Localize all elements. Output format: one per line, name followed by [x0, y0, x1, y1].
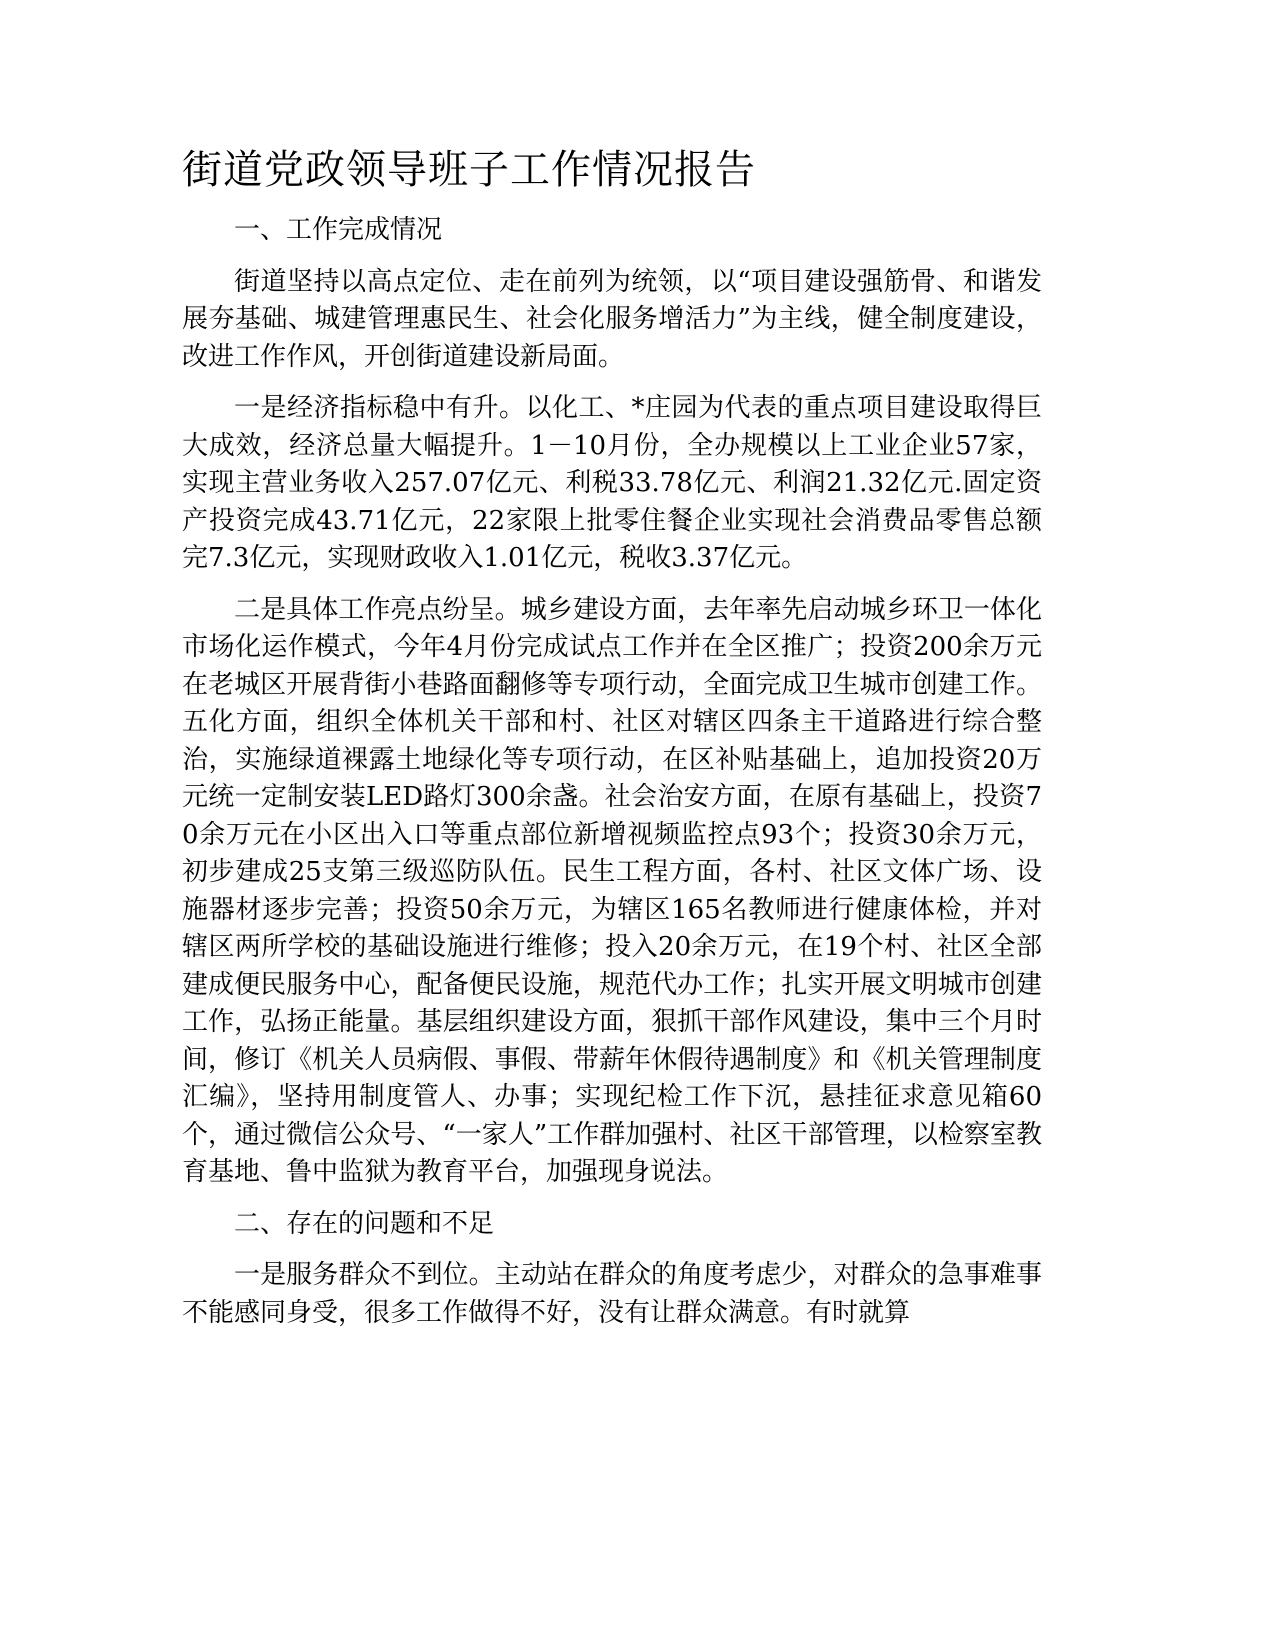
- document-body: [182, 212, 1042, 1346]
- paragraph-economic-indicators: 一是经济指标稳中有升。以化工、*庄园为代表的重点项目建设取得巨大成效，经济总量大幅提升。1－10月份，全办规模以上工业企业57家，实现主营业务收入257.07亿元、利税33.78亿元、利润21.32亿元.固定资产投资完成43.71亿元，22家限上批零住餐企业实现社会消费品零售总额完7.3亿元，实现财政收入1.01亿元，税收3.37亿元。: [182, 393, 1042, 573]
- section-heading-problems: 二、存在的问题和不足: [234, 1208, 495, 1239]
- paragraph-work-highlights: 二是具体工作亮点纷呈。城乡建设方面，去年率先启动城乡环卫一体化市场化运作模式，今年4月份完成试点工作并在全区推广；投资200余万元在老城区开展背街小巷路面翻修等专项行动，全面完成卫生城市创建工作。五化方面，组织全体机关干部和村、社区对辖区四条主干道路进行综合整治，实施绿道裸露土地绿化等专项行动，在区补贴基础上，追加投资20万元统一定制安装LED路灯300余盏。社会治安方面，在原有基础上，投资70余万元在小区出入口等重点部位新增视频监控点93个；投资30余万元，初步建成25支第三级巡防队伍。民生工程方面，各村、社区文体广场、设施器材逐步完善；投资50余万元，为辖区165名教师进行健康体检，并对辖区两所学校的基础设施进行维修；投入20余万元，在19个村、社区全部建成便民服务中心，配备便民设施，规范代办工作；扎实开展文明城市创建工作，弘扬正能量。基层组织建设方面，狠抓干部作风建设，集中三个月时间，修订《机关人员病假、事假、带薪年休假待遇制度》和《机关管理制度汇编》，坚持用制度管人、办事；实现纪检工作下沉，悬挂征求意见箱60个，通过微信公众号、“一家人”工作群加强村、社区干部管理，以检察室教育基地、鲁中监狱为教育平台，加强现身说法。: [182, 594, 1042, 1187]
- paragraph-overview: 街道坚持以高点定位、走在前列为统领，以“项目建设强筋骨、和谐发展夯基础、城建管理惠民生、社会化服务增活力”为主线，健全制度建设，改进工作作风，开创街道建设新局面。: [182, 266, 1042, 372]
- section-heading-work-completion: 一、工作完成情况: [234, 215, 443, 245]
- paragraph-service-issues: 一是服务群众不到位。主动站在群众的角度考虑少，对群众的急事难事不能感同身受，很多工作做得不好，没有让群众满意。有时就算: [182, 1260, 1042, 1328]
- document-title: 街道党政领导班子工作情况报告: [182, 147, 756, 193]
